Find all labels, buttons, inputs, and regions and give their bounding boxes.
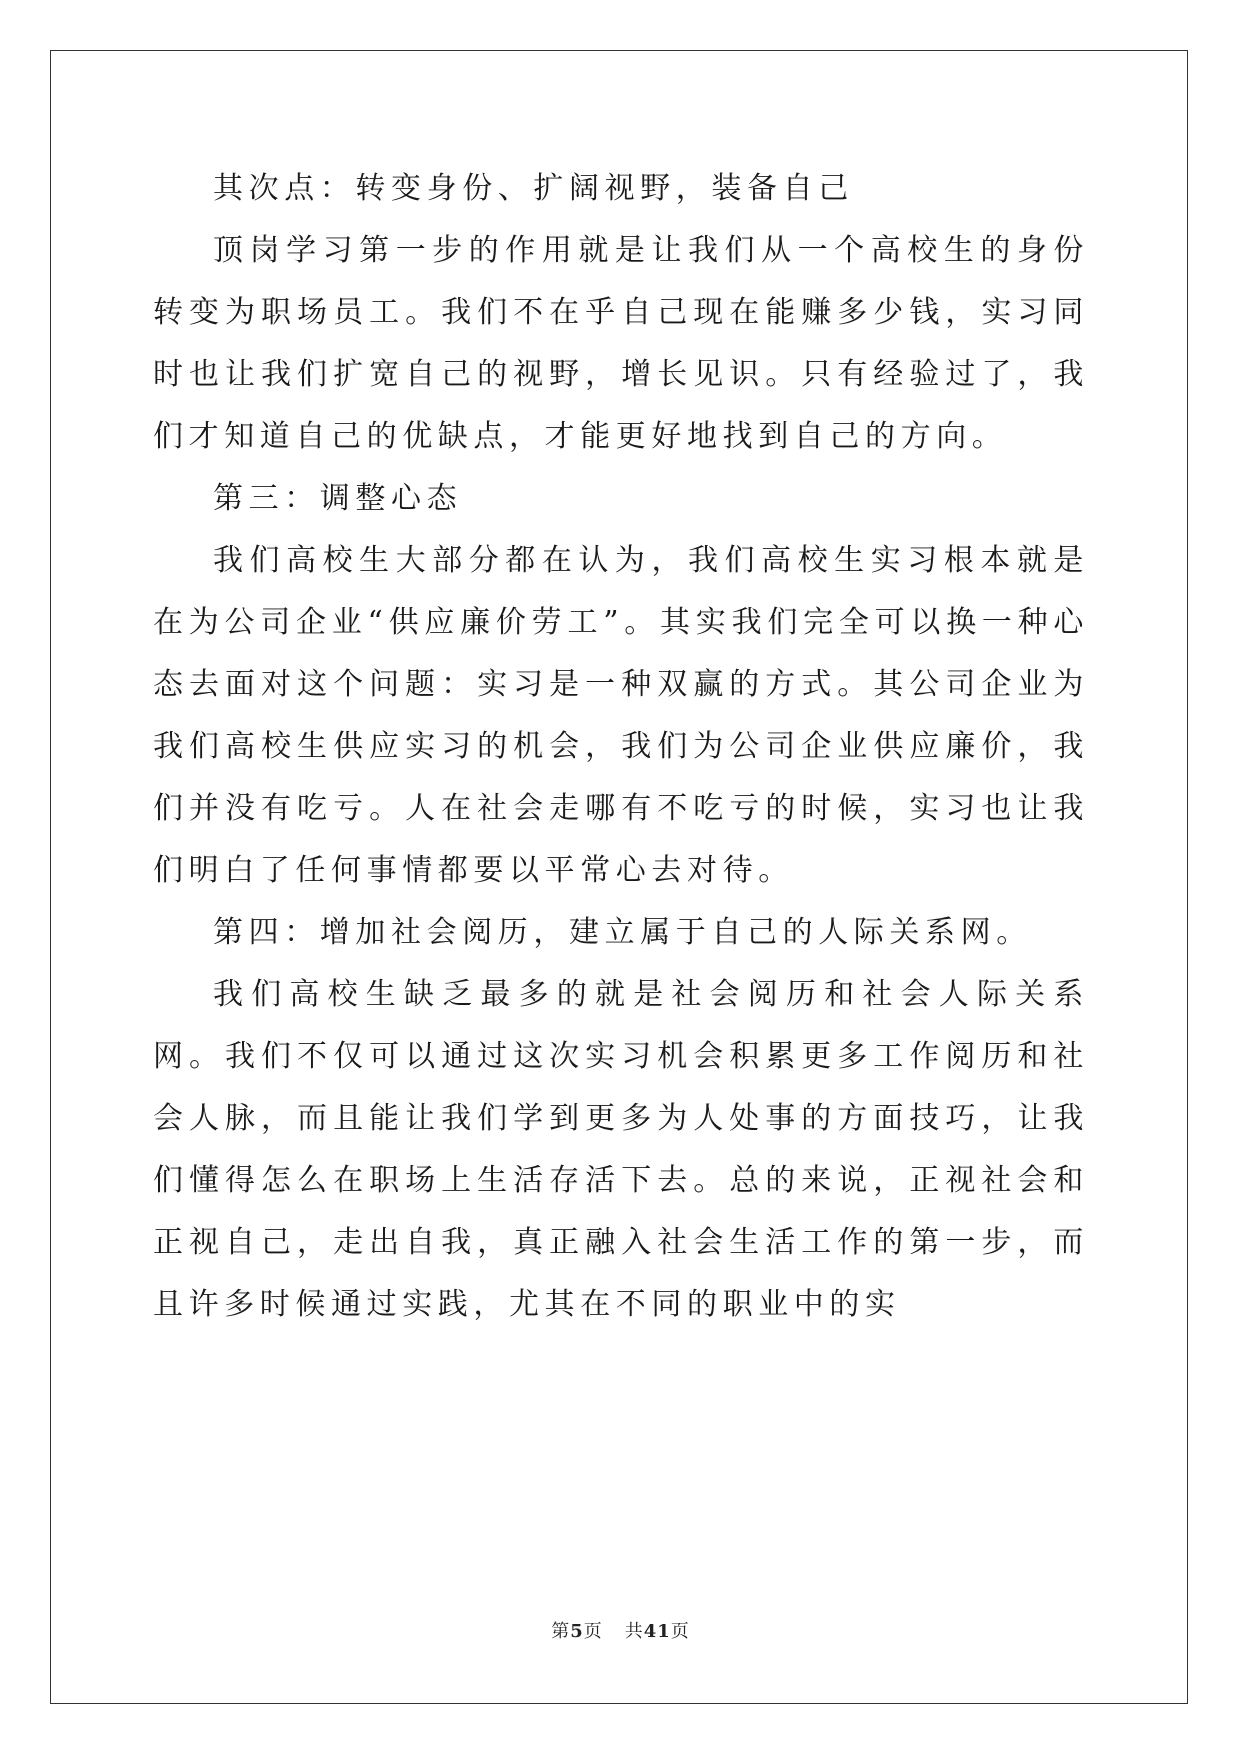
total-pages: 41 xyxy=(643,1621,671,1642)
total-prefix: 共 xyxy=(624,1621,644,1642)
page-number: 5 xyxy=(570,1621,584,1642)
section-heading-fourth: 第四：增加社会阅历，建立属于自己的人际关系网。 xyxy=(213,915,1032,950)
page-prefix: 第 xyxy=(551,1621,571,1642)
total-suffix: 页 xyxy=(670,1621,690,1642)
body-paragraph: 顶岗学习第一步的作用就是让我们从一个高校生的身份转变为职场员工。我们不在乎自己现在能赚多少钱，实习同时也让我们扩宽自己的视野，增长见识。只有经验过了，我们才知道自己的优缺点，才能更好地找到自己的方向。 xyxy=(153,233,1089,454)
page-footer xyxy=(0,1617,1241,1643)
body-paragraph: 我们高校生缺乏最多的就是社会阅历和社会人际关系网。我们不仅可以通过这次实习机会积累更多工作阅历和社会人脉，而且能让我们学到更多为人处事的方面技巧，让我们懂得怎么在职场上生活存活下去。总的来说，正视社会和正视自己，走出自我，真正融入社会生活工作的第一步，而且许多时候通过实践，尤其在不同的职业中的实 xyxy=(153,977,1089,1322)
body-paragraph: 我们高校生大部分都在认为，我们高校生实习根本就是在为公司企业“供应廉价劳工”。其实我们完全可以换一种心态去面对这个问题：实习是一种双赢的方式。其公司企业为我们高校生供应实习的机会，我们为公司企业供应廉价，我们并没有吃亏。人在社会走哪有不吃亏的时候，实习也让我们明白了任何事情都要以平常心去对待。 xyxy=(153,543,1089,888)
section-heading-third: 第三：调整心态 xyxy=(213,481,463,516)
document-body xyxy=(153,158,1089,1336)
section-heading-second: 其次点：转变身份、扩阔视野，装备自己 xyxy=(213,171,854,206)
page-suffix: 页 xyxy=(583,1621,603,1642)
